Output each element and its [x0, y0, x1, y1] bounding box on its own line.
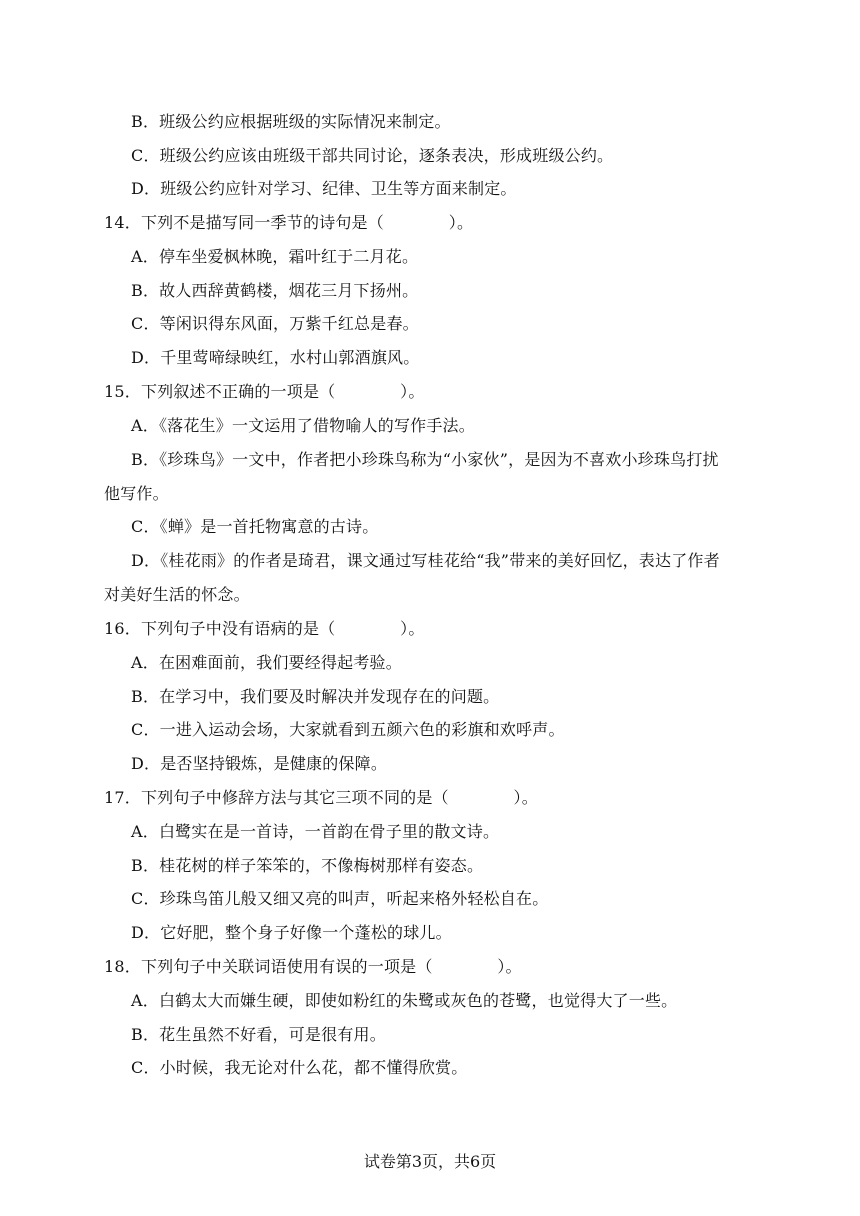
q15-option-a: A．《落花生》一文运用了借物喻人的写作手法。	[131, 416, 475, 435]
q18-option-a: A．白鹤太大而嫌生硬，即使如粉红的朱鹭或灰色的苍鹭，也觉得大了一些。	[131, 991, 678, 1010]
q18-option-b: B．花生虽然不好看，可是很有用。	[131, 1025, 386, 1044]
q16-option-b: B．在学习中，我们要及时解决并发现存在的问题。	[131, 687, 500, 706]
q14-option-b: B．故人西辞黄鹤楼，烟花三月下扬州。	[131, 281, 419, 300]
question-17: 17．下列句子中修辞方法与其它三项不同的是（ ）。	[104, 788, 538, 807]
q15-option-d: D．《桂花雨》的作者是琦君，课文通过写桂花给“我”带来的美好回忆，表达了作者	[131, 551, 720, 570]
q15-option-c: C．《蝉》是一首托物寓意的古诗。	[131, 517, 379, 536]
q17-option-d: D．它好肥，整个身子好像一个蓬松的球儿。	[131, 923, 452, 942]
q17-option-c: C．珍珠鸟笛儿般又细又亮的叫声，听起来格外轻松自在。	[131, 889, 549, 908]
q13-option-d: D．班级公约应针对学习、纪律、卫生等方面来制定。	[131, 179, 517, 198]
q14-option-c: C．等闲识得东风面，万紫千红总是春。	[131, 314, 419, 333]
q15-option-d-continued: 对美好生活的怀念。	[104, 585, 250, 604]
question-14: 14．下列不是描写同一季节的诗句是（ ）。	[104, 213, 474, 232]
question-18: 18．下列句子中关联词语使用有误的一项是（ ）。	[104, 957, 522, 976]
q14-option-d: D．千里莺啼绿映红，水村山郭酒旗风。	[131, 348, 420, 367]
q15-option-b: B．《珍珠鸟》一文中，作者把小珍珠鸟称为“小家伙”，是因为不喜欢小珍珠鸟打扰	[131, 450, 719, 469]
q13-option-b: B．班级公约应根据班级的实际情况来制定。	[131, 112, 451, 131]
q13-option-c: C．班级公约应该由班级干部共同讨论，逐条表决，形成班级公约。	[131, 146, 614, 165]
q17-option-a: A．白鹭实在是一首诗，一首韵在骨子里的散文诗。	[131, 822, 500, 841]
question-16: 16．下列句子中没有语病的是（ ）。	[104, 619, 425, 638]
q16-option-d: D．是否坚持锻炼，是健康的保障。	[131, 754, 388, 773]
page-footer: 试卷第3页，共6页	[363, 1152, 497, 1171]
q18-option-c: C．小时候，我无论对什么花，都不懂得欣赏。	[131, 1058, 468, 1077]
q16-option-a: A．在困难面前，我们要经得起考验。	[131, 653, 402, 672]
question-15: 15．下列叙述不正确的一项是（ ）。	[104, 382, 425, 401]
q16-option-c: C．一进入运动会场，大家就看到五颜六色的彩旗和欢呼声。	[131, 720, 565, 739]
q14-option-a: A．停车坐爱枫林晚，霜叶红于二月花。	[131, 247, 419, 266]
q15-option-b-continued: 他写作。	[104, 484, 169, 503]
q17-option-b: B．桂花树的样子笨笨的，不像梅树那样有姿态。	[131, 856, 484, 875]
